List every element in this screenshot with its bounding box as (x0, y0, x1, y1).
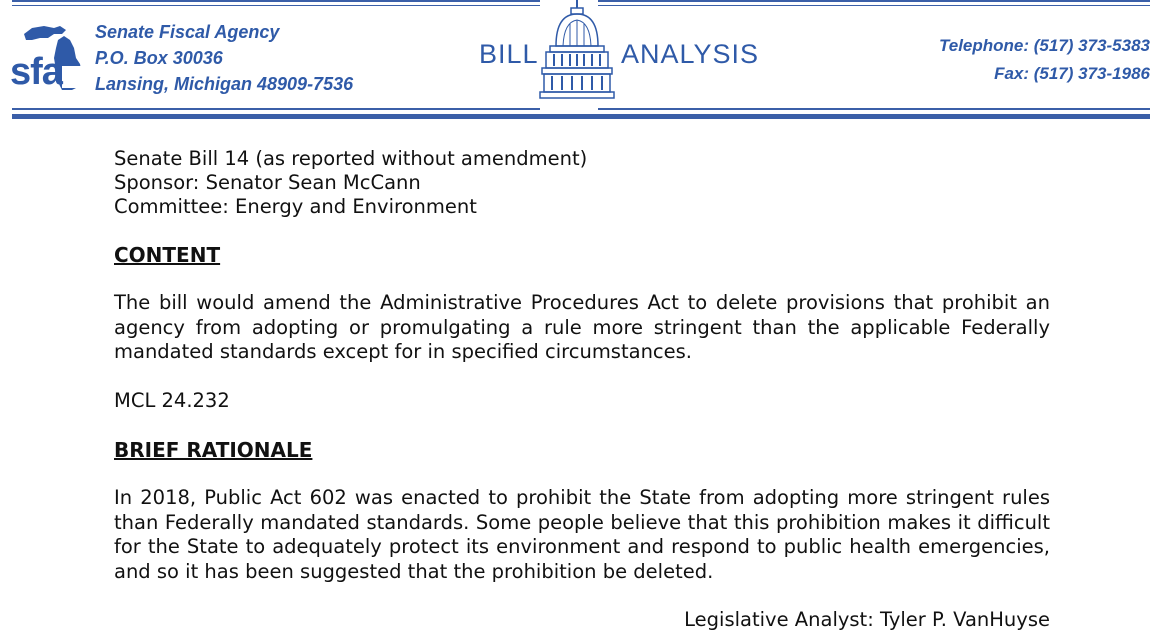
agency-address-line2: Lansing, Michigan 48909-7536 (95, 74, 354, 94)
mcl-reference: MCL 24.232 (114, 389, 230, 412)
content-paragraph: The bill would amend the Administrative Procedures Act to delete provisions that prohibit an agency from adopting or promulgating a rule more stringent than the applicable Federally mandated standards except for in specified circumstances. (114, 291, 1050, 363)
title-bill: BILL (479, 39, 539, 69)
capitol-dome-icon (536, 0, 618, 104)
header-bottom-rule-right (598, 108, 1150, 110)
header-top-rule-left-2 (12, 5, 540, 6)
header-bottom-rule-thick (12, 114, 1150, 119)
bill-number: Senate Bill 14 (as reported without amendment) (114, 147, 588, 170)
bill-committee: Committee: Energy and Environment (114, 195, 477, 218)
agency-name: Senate Fiscal Agency (95, 22, 280, 42)
header-top-rule-right-2 (598, 5, 1150, 6)
telephone-number: Telephone: (517) 373-5383 (938, 36, 1150, 55)
agency-address-line1: P.O. Box 30036 (95, 48, 223, 68)
rationale-heading: BRIEF RATIONALE (114, 438, 313, 462)
legislative-analyst: Legislative Analyst: Tyler P. VanHuyse (684, 608, 1050, 631)
sfa-logo-text: sfa (10, 51, 62, 93)
content-heading: CONTENT (114, 243, 221, 267)
title-analysis: ANALYSIS (621, 39, 760, 69)
header-top-rule-left (12, 0, 540, 2)
rationale-paragraph: In 2018, Public Act 602 was enacted to prohibit the State from adopting more stringent rules than Federally mandated standards. Some people believe that this prohibition makes it difficult for the State to adequately protect its environment and respond to public health emergencies, and so it has been suggested that the prohibition be deleted. (114, 486, 1050, 583)
fax-number: Fax: (517) 373-1986 (994, 64, 1150, 83)
header-top-rule-right (598, 0, 1150, 2)
header-bottom-rule-left (12, 108, 540, 110)
bill-sponsor: Sponsor: Senator Sean McCann (114, 171, 421, 194)
